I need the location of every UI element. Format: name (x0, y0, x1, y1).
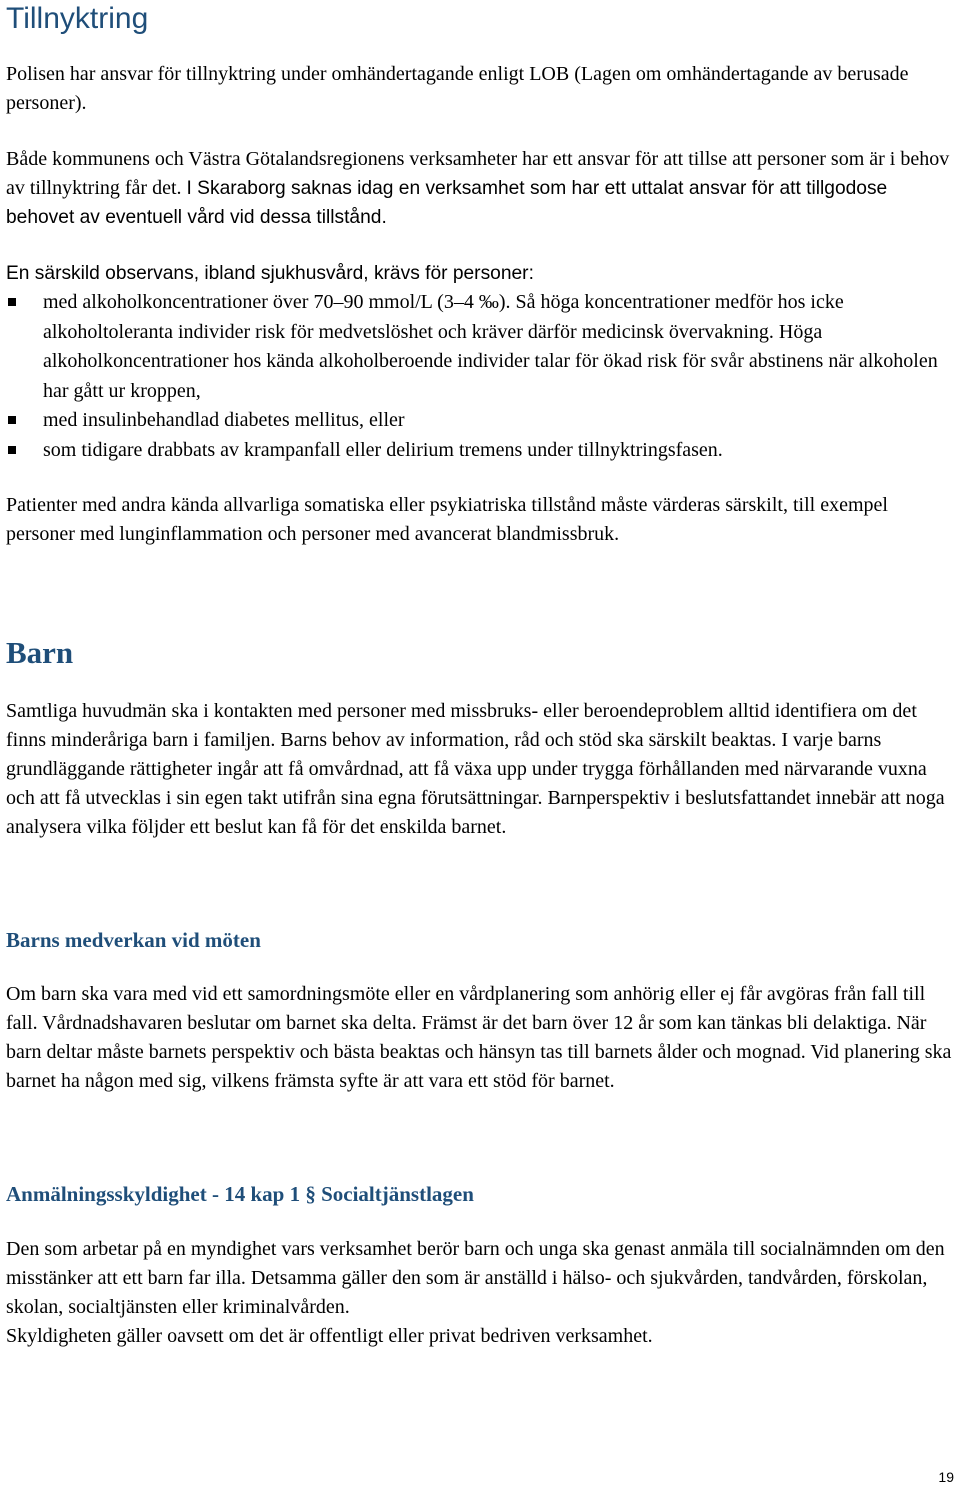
square-bullet-icon (8, 298, 16, 306)
paragraph-medverkan: Om barn ska vara med vid ett samordningsmöte eller en vårdplanering som anhörig eller ej får avgöras från fall till fall. Vårdnadshavaren beslutar om barnet ska delta. Främst är det barn över 12 år som kan tänkas bli delaktiga. När barn deltar måste barnets perspektiv och bästa beaktas och hänsyn tas till barnets ålder och mognad. Vid planering ska barnet ha någon med sig, vilkens främsta syfte är att vara ett stöd för barnet. (6, 983, 952, 1092)
list-item (6, 436, 956, 466)
list-item-text: som tidigare drabbats av krampanfall eller delirium tremens under tillnyktringsfasen. (43, 438, 723, 461)
paragraph-anmalan (6, 1235, 954, 1351)
list-item-text: med alkoholkoncentrationer över 70–90 mmol/L (3–4 ‰). Så höga koncentrationer medför hos icke alkoholtoleranta individer risk för medvetslöshet och kräver därför medicinsk övervakning. Höga alkoholkoncentrationer hos kända alkoholberoende individer talar för ökad risk för svår abstinens när alkoholen har gått ur kroppen, (43, 291, 938, 402)
list-item (6, 406, 956, 436)
paragraph-ansvar-text: Både kommunens och Västra Götalandsregionens verksamheter har ett ansvar för att tillse att personer som är i behov av tillnyktring får det. (6, 148, 950, 199)
paragraph-lob: Polisen har ansvar för tillnyktring under omhändertagande enligt LOB (Lagen om omhändertagande av berusade personer). (6, 63, 909, 114)
list-item-text: med insulinbehandlad diabetes mellitus, eller (43, 409, 405, 431)
square-bullet-icon (8, 416, 16, 424)
paragraph-observans-intro: En särskild observans, ibland sjukhusvård, krävs för personer: (6, 263, 534, 284)
list-item (6, 288, 956, 406)
heading-barn: Barn (6, 635, 74, 670)
paragraph-patienter: Patienter med andra kända allvarliga somatiska eller psykiatriska tillstånd måste värderas särskilt, till exempel personer med lunginflammation och personer med avancerat blandmissbruk. (6, 494, 888, 545)
bullet-list (6, 288, 956, 465)
page-number: 19 (938, 1469, 954, 1485)
heading-anmalningsskyldighet: Anmälningsskyldighet - 14 kap 1 § Socialtjänstlagen (6, 1182, 474, 1206)
paragraph-skyldighet-text: Skyldigheten gäller oavsett om det är offentligt eller privat bedriven verksamhet. (6, 1325, 653, 1347)
paragraph-skaraborg-text: I Skaraborg saknas idag en verksamhet som har ett uttalat ansvar för att tillgodose behovet av eventuell vård vid dessa tillstånd. (6, 178, 888, 228)
heading-barns-medverkan: Barns medverkan vid möten (6, 928, 261, 952)
square-bullet-icon (8, 446, 16, 454)
paragraph-samtliga: Samtliga huvudmän ska i kontakten med personer med missbruks- eller beroendeproblem alltid identifiera om det finns minderåriga barn i familjen. Barns behov av information, råd och stöd ska särskilt beaktas. I varje barns grundläggande rättigheter ingår att få omvårdnad, att få växa upp under trygga förhållanden med närvarande vuxna och att få utvecklas i sin egen takt utifrån sina egna förutsättningar. Barnperspektiv i beslutsfattandet innebär att noga analysera vilka följder ett beslut kan få för det enskilda barnet. (6, 700, 945, 838)
paragraph-ansvar (6, 145, 954, 232)
heading-tillnyktring: Tillnyktring (6, 2, 149, 35)
paragraph-anmalan-text: Den som arbetar på en myndighet vars verksamhet berör barn och unga ska genast anmäla till socialnämnden om den misstänker att ett barn far illa. Detsamma gäller den som är anställd i hälso- och sjukvården, tandvården, förskolan, skolan, socialtjänsten eller kriminalvården. (6, 1238, 945, 1318)
